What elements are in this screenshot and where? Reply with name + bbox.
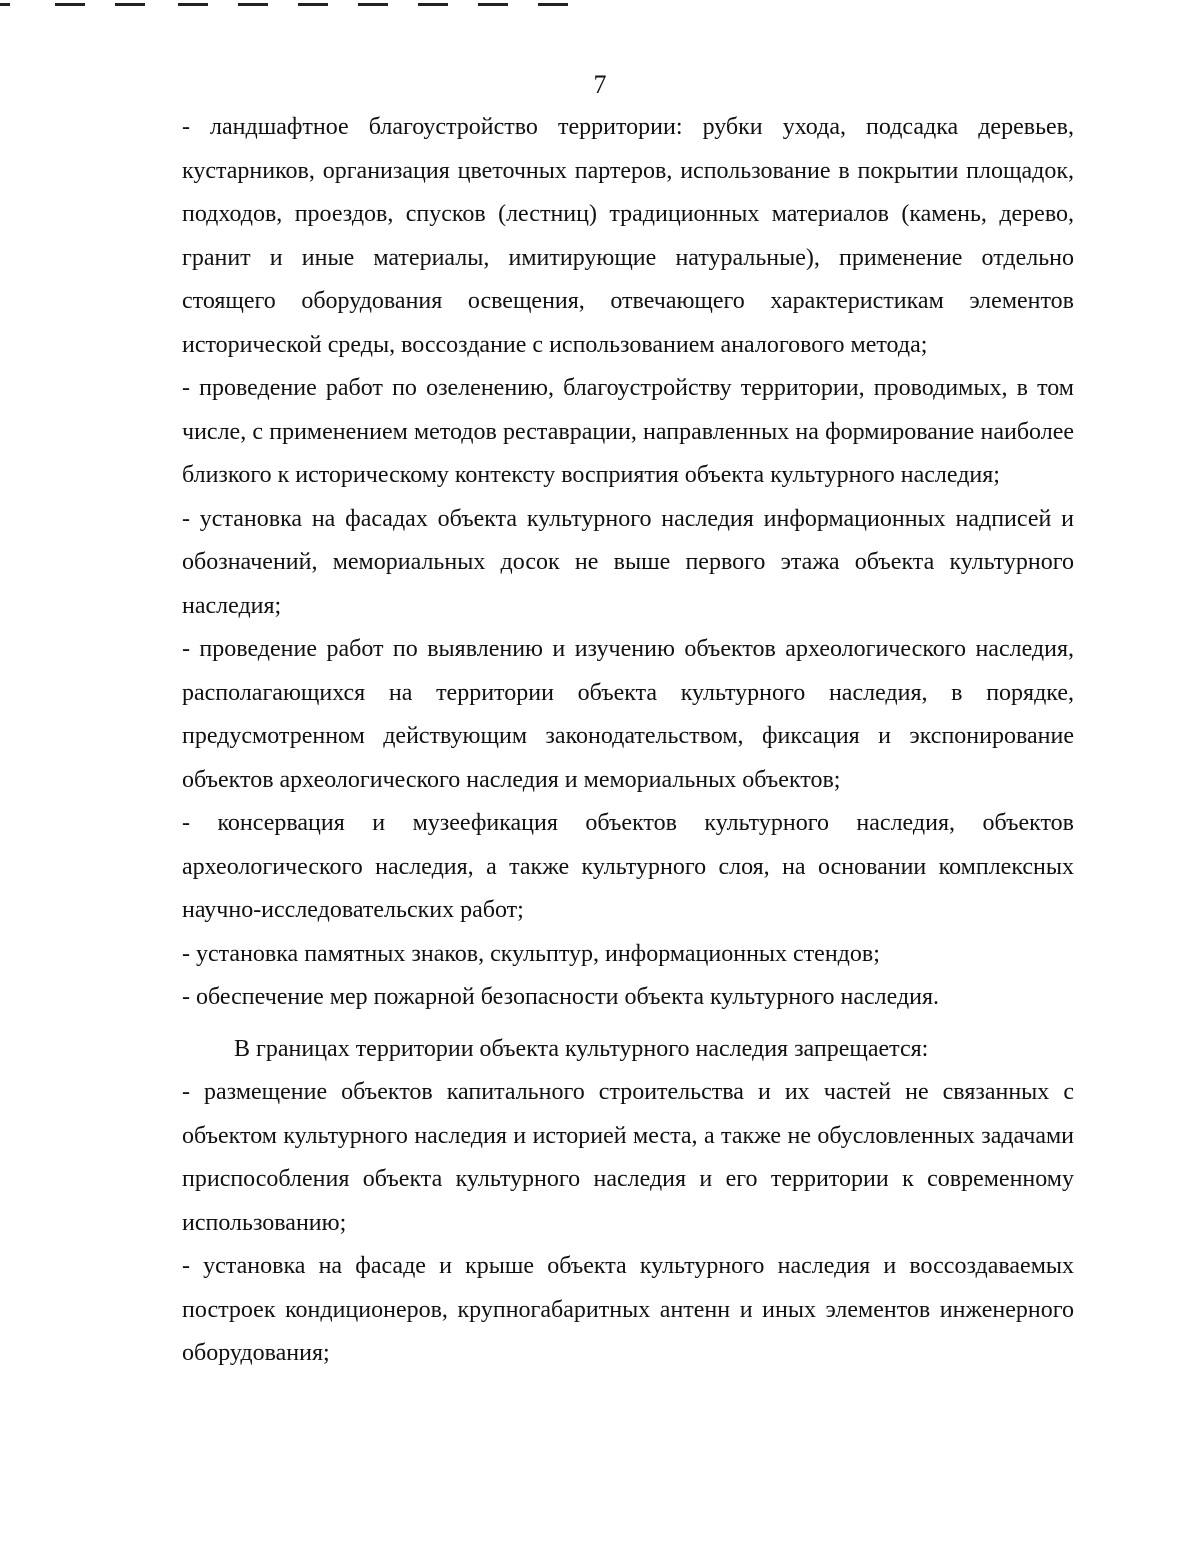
top-edge-dashes [0,0,600,10]
paragraph-conservation: - консервация и музеефикация объектов культурного наследия, объектов археологического наследия, а также культурного слоя, на основании комплексных научно-исследовательских работ; [182,810,1074,923]
paragraph-construction-ban: - размещение объектов капитального строительства и их частей не связанных с объектом культурного наследия и историей места, а также не обусловленных задачами приспособления объекта культурного наследия и его территории к современному использованию; [182,1079,1074,1236]
paragraph-prohibitions-heading: В границах территории объекта культурного наследия запрещается: [234,1035,929,1062]
dash-mark [55,3,85,6]
dash-mark [478,3,508,6]
dash-mark [298,3,328,6]
paragraph-greening-works: - проведение работ по озеленению, благоустройству территории, проводимых, в том числе, с применением методов реставрации, направленных на формирование наиболее близкого к историческому контексту восприятия объекта культурного наследия; [182,375,1074,488]
paragraph-memorial-signs: - установка памятных знаков, скульптур, информационных стендов; [182,940,880,967]
paragraph-landscaping: - ландшафтное благоустройство территории: рубки ухода, подсадка деревьев, кустарников, организация цветочных партеров, использование в покрытии площадок, подходов, проездов, спусков (лестниц) традиционных материалов (камень, дерево, гранит и иные материалы, имитирующие натуральные), применение отдельно стоящего оборудования освещения, отвечающего характеристикам элементов исторической среды, воссоздание с использованием аналогового метода; [182,114,1074,358]
dash-mark [418,3,448,6]
dash-mark [358,3,388,6]
dash-mark [538,3,568,6]
paragraph-equipment-ban: - установка на фасаде и крыше объекта культурного наследия и воссоздаваемых построек кондиционеров, крупногабаритных антенн и иных элементов инженерного оборудования; [182,1253,1074,1366]
paragraph-facade-signs: - установка на фасадах объекта культурного наследия информационных надписей и обозначений, мемориальных досок не выше первого этажа объекта культурного наследия; [182,505,1074,619]
paragraph-archaeology-research: - проведение работ по выявлению и изучению объектов археологического наследия, располагающихся на территории объекта культурного наследия, в порядке, предусмотренном действующим законодательством, фиксация и экспонирование объектов археологического наследия и мемориальных объектов; [182,636,1074,793]
document-body [182,106,1074,1376]
dash-mark [0,3,10,6]
dash-mark [115,3,145,6]
dash-mark [178,3,208,6]
page-number: 7 [593,70,607,99]
paragraph-fire-safety: - обеспечение мер пожарной безопасности объекта культурного наследия. [182,984,940,1010]
dash-mark [238,3,268,6]
